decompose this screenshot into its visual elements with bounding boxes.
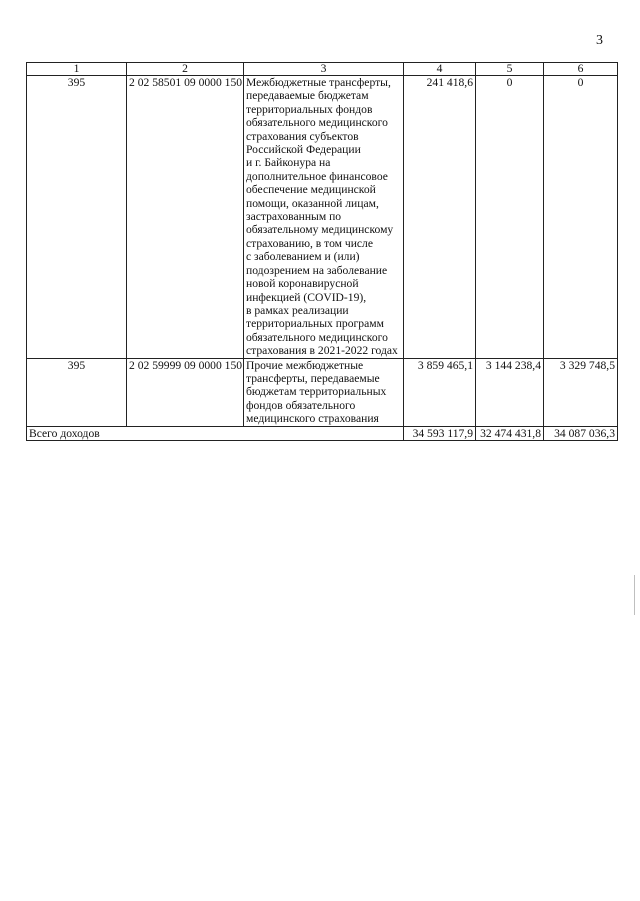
amount-2021-cell: 241 418,6 xyxy=(404,76,476,359)
revenue-name-cell: Прочие межбюджетные трансферты, передаваемые бюджетам территориальных фондов обязательного медицинского страхования xyxy=(244,358,404,426)
admin-code-cell: 395 xyxy=(27,358,127,426)
total-2021-cell: 34 593 117,9 xyxy=(404,426,476,440)
table-row xyxy=(27,76,618,359)
amount-2022-cell: 3 144 238,4 xyxy=(476,358,544,426)
admin-code-cell: 395 xyxy=(27,76,127,359)
total-2023-cell: 34 087 036,3 xyxy=(544,426,618,440)
table-header-row xyxy=(27,63,618,76)
page-number: 3 xyxy=(596,33,603,48)
column-header-2: 2 xyxy=(127,63,244,76)
column-header-3: 3 xyxy=(244,63,404,76)
revenue-name-cell: Межбюджетные трансферты, передаваемые бюджетам территориальных фондов обязательного медицинского страхования субъектов Российской Федерации и г. Байконура на дополнительное финансовое обеспечение медицинской помощи, оказанной лицам, застрахованным по обязательному медицинскому страхованию, в том числе с заболеванием и (или) подозрением на заболевание новой коронавирусной инфекцией (COVID-19), в рамках реализации территориальных программ обязательного медицинского страхования в 2021-2022 годах xyxy=(244,76,404,359)
kbk-code-cell: 2 02 59999 09 0000 150 xyxy=(127,358,244,426)
column-header-6: 6 xyxy=(544,63,618,76)
column-header-4: 4 xyxy=(404,63,476,76)
revenue-table xyxy=(26,62,618,441)
total-label: Всего доходов xyxy=(27,426,404,440)
total-2022-cell: 32 474 431,8 xyxy=(476,426,544,440)
amount-2022-cell: 0 xyxy=(476,76,544,359)
amount-2023-cell: 0 xyxy=(544,76,618,359)
kbk-code-cell: 2 02 58501 09 0000 150 xyxy=(127,76,244,359)
amount-2023-cell: 3 329 748,5 xyxy=(544,358,618,426)
scan-edge-mark xyxy=(634,575,635,615)
table-row xyxy=(27,358,618,426)
column-header-1: 1 xyxy=(27,63,127,76)
total-row xyxy=(27,426,618,440)
amount-2021-cell: 3 859 465,1 xyxy=(404,358,476,426)
column-header-5: 5 xyxy=(476,63,544,76)
